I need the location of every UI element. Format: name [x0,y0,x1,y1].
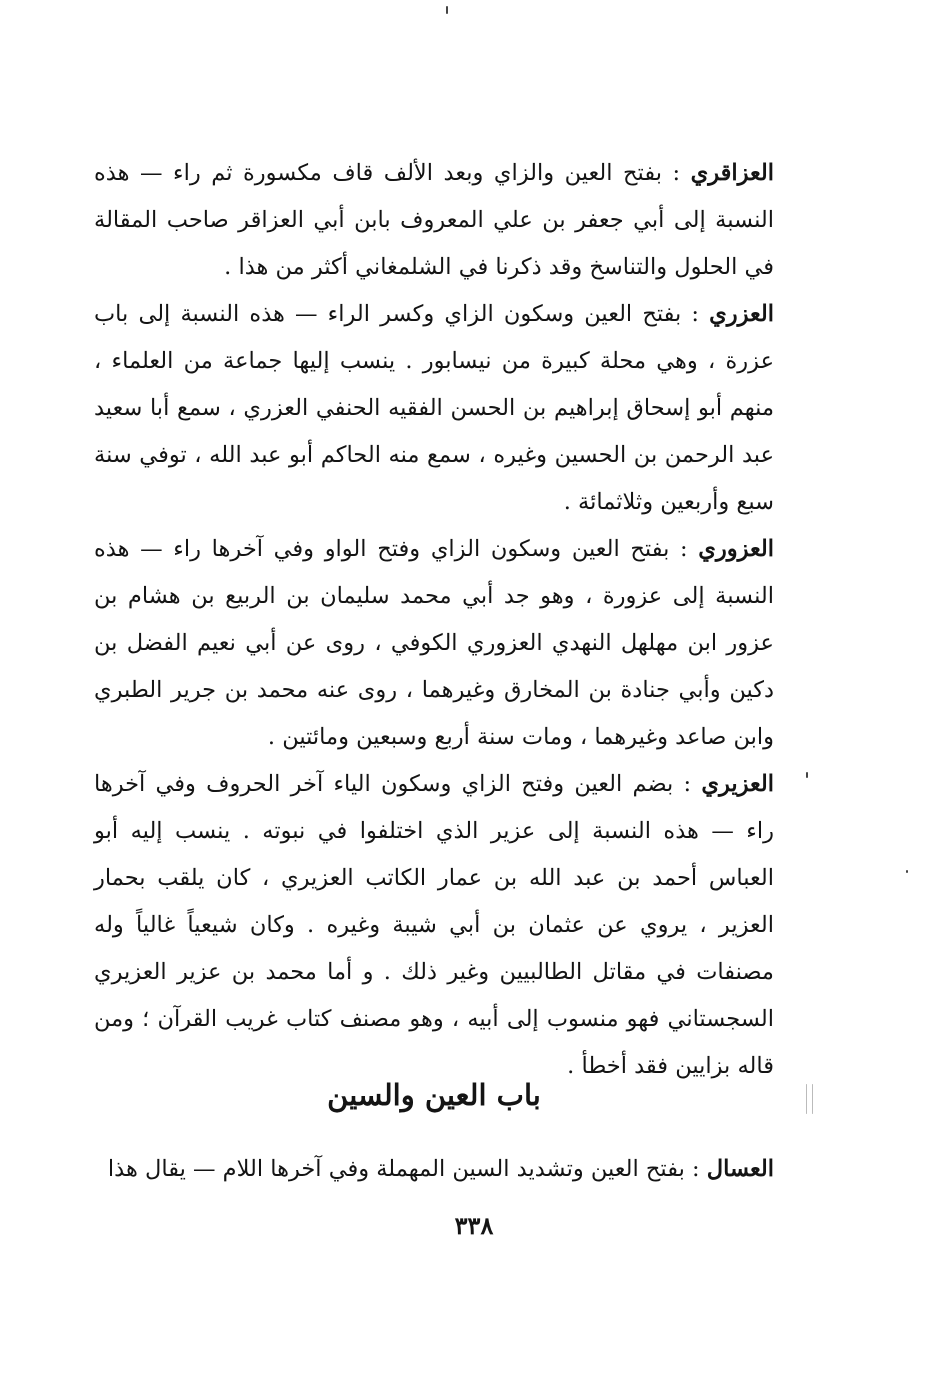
scan-speck [446,6,448,14]
entry-text: : بفتح العين وسكون الزاي وكسر الراء — هذه النسبة إلى باب عزرة ، وهي محلة كبيرة من نيسابور . ينسب إليها جماعة من العلماء ، منهم أبو إسحاق إبراهيم بن الحسن الفقيه الحنفي العزري ، سمع أبا سعيد عبد الرحمن بن الحسين وغيره ، سمع منه الحاكم أبو عبد الله ، توفي سنة سبع وأربعين وثلاثمائة . [94,301,774,515]
entry-text: : بفتح العين وتشديد السين المهملة وفي آخرها اللام — يقال هذا [107,1156,707,1182]
entries-column [94,150,774,1090]
entry-text: : بضم العين وفتح الزاي وسكون الياء آخر الحروف وفي آخرها راء — هذه النسبة إلى عزير الذي اختلفوا في نبوته . ينسب إليه أبو العباس أحمد بن عبد الله بن عمار الكاتب العزيري ، كان يلقب بحمار العزير ، يروي عن عثمان بن أبي شيبة وغيره . وكان شيعياً غالياً وله مصنفات في مقاتل الطالبيين وغير ذلك . و أما محمد بن عزير العزيري السجستاني فهو منسوب إلى أبيه ، وهو مصنف كتاب غريب القرآن ؛ ومن قاله بزايين فقد أخطأ . [94,771,774,1079]
entry-headword: العزيري [701,771,774,797]
entry-text: : بفتح العين والزاي وبعد الألف قاف مكسورة ثم راء — هذه النسبة إلى أبي جعفر بن علي المعروف بابن أبي العزاقر صاحب المقالة في الحلول والتناسخ وقد ذكرنا في الشلمغاني أكثر من هذا . [94,160,774,280]
entry-azwari [94,526,774,761]
entry-azzaqiri [94,150,774,291]
scan-speck [806,1084,807,1114]
entry-uzayri [94,761,774,1090]
scan-speck [906,870,908,873]
scan-speck [812,1084,813,1114]
page-number: ٣٣٨ [454,1211,494,1240]
section-heading: باب العين والسين [327,1078,541,1112]
scan-speck [806,772,808,778]
entry-text: : بفتح العين وسكون الزاي وفتح الواو وفي آخرها راء — هذه النسبة إلى عزورة ، وهو جد أبي محمد سليمان بن الربيع بن هشام بن عزور ابن مهلهل النهدي العزوري الكوفي ، روى عن أبي نعيم الفضل بن دكين وأبي جنادة بن المخارق وغيرهما ، روى عنه محمد بن جرير الطبري وابن صاعد وغيرهما ، ومات سنة أربع وسبعين ومائتين . [94,536,774,750]
entry-assal [94,1146,774,1193]
entry-headword: العزوري [698,536,774,562]
entry-azri [94,291,774,526]
entry-headword: العزري [709,301,774,327]
entry-headword: العسال [706,1156,774,1182]
entry-headword: العزاقري [690,160,774,186]
